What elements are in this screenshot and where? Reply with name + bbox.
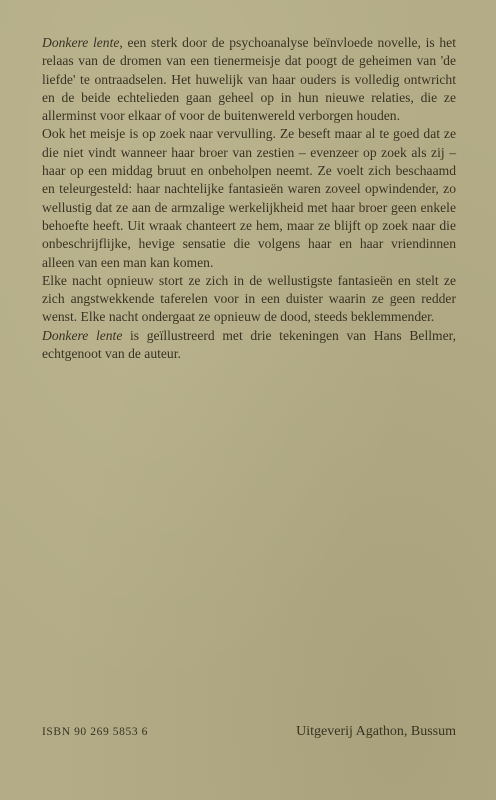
- blurb-paragraph-3: Elke nacht opnieuw stort ze zich in de wellustigste fantasieën en stelt ze zich angstwekkende taferelen voor in een duister waarin ze geen redder wenst. Elke nacht ondergaat ze opnieuw de dood, steeds beklemmender.: [42, 272, 456, 325]
- book-title: Donkere lente: [42, 327, 123, 343]
- blurb-paragraph-1: [42, 34, 456, 125]
- blurb-paragraph-1-text: , een sterk door de psychoanalyse beïnvloede novelle, is het relaas van de dromen van een tienermeisje dat poogt de geheimen van 'de liefde' te ontraadselen. Het huwelijk van haar ouders is volledig ontwricht en de beide echtelieden gaan geheel op in hun nieuwe relaties, die ze allerminst voor elkaar of voor de buitenwereld verborgen houden.: [42, 35, 456, 124]
- cover-footer: [42, 724, 456, 744]
- blurb-paragraph-2: Ook het meisje is op zoek naar vervulling. Ze beseft maar al te goed dat ze die niet vindt wanneer haar broer van zestien – evenzeer op zoek als zij – haar op een middag bruut en onbeholpen neemt. Ze voelt zich beschaamd en teleurgesteld: haar nachtelijke fantasieën waren zoveel opwindender, zo wellustig dat ze aan de armzalige werkelijkheid met haar broer geen enkele behoefte heeft. Uit wraak chanteert ze hem, maar ze blijft op zoek naar die onbeschrijflijke, hevige sensatie die volgens haar en haar vriendinnen alleen van een man kan komen.: [42, 126, 456, 270]
- publisher-name: Uitgeverij Agathon, Bussum: [296, 724, 456, 739]
- blurb-paragraph-4-text: is geïllustreerd met drie tekeningen van Hans Bellmer, echtgenoot van de auteur.: [42, 327, 456, 362]
- blurb-text: [42, 34, 456, 363]
- book-title: Donkere lente: [42, 35, 120, 50]
- blurb-paragraph-4: [42, 327, 456, 364]
- isbn-number: ISBN 90 269 5853 6: [42, 726, 149, 738]
